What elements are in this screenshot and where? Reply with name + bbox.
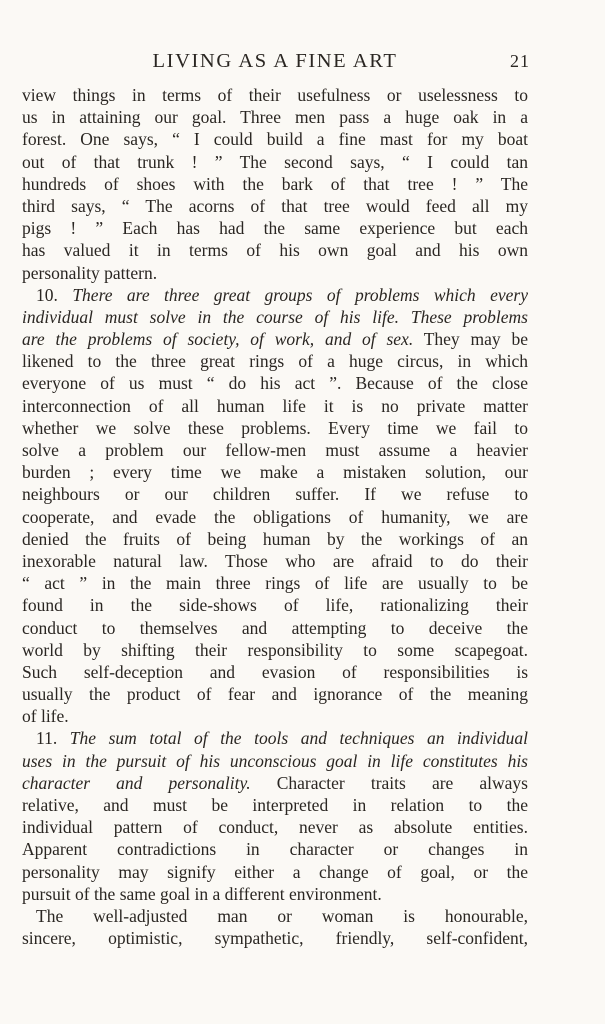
- text-line: [22, 128, 528, 150]
- italic-text: There are three great groups of problems which every: [72, 284, 528, 305]
- text-run: interconnection of all human life it is no private matter: [22, 395, 528, 416]
- text-run: pursuit of the same goal in a different environment.: [22, 883, 382, 904]
- text-line: [22, 306, 528, 328]
- text-run: burden ; every time we make a mistaken solution, our: [22, 462, 528, 483]
- text-line: [22, 284, 528, 306]
- text-run: us in attaining our goal. Three men pass a huge oak in a: [22, 107, 528, 128]
- text-run: of life.: [22, 706, 69, 727]
- text-run: hundreds of shoes with the bark of that tree ! ” The: [22, 173, 528, 194]
- text-run: cooperate, and evade the obligations of humanity, we are: [22, 506, 528, 527]
- text-run: personality may signify either a change of goal, or the: [22, 861, 528, 882]
- page-number: 21: [510, 51, 530, 71]
- text-line: [22, 528, 528, 550]
- italic-text: are the problems of society, of work, and of sex.: [22, 329, 414, 350]
- text-run: world by shifting their responsibility to some scapegoat.: [22, 639, 528, 660]
- text-run: third says, “ The acorns of that tree would feed all my: [22, 195, 528, 216]
- text-line: [22, 772, 528, 794]
- text-run: They may be: [413, 329, 528, 350]
- text-run: everyone of us must “ do his act ”. Because of the close: [22, 373, 528, 394]
- text-line: [22, 350, 528, 372]
- text-run: view things in terms of their usefulness or uselessness to: [22, 85, 528, 105]
- text-line: [22, 395, 528, 417]
- text-line: [22, 861, 528, 883]
- italic-text: individual must solve in the course of his life. These problems: [22, 306, 528, 327]
- text-line: [22, 683, 528, 705]
- text-run: whether we solve these problems. Every time we fail to: [22, 417, 528, 438]
- text-run: Character traits are always: [250, 772, 528, 793]
- text-run: Such self-deception and evasion of responsibilities is: [22, 661, 528, 682]
- text-run: personality pattern.: [22, 262, 158, 283]
- text-run: denied the fruits of being human by the workings of an: [22, 528, 528, 549]
- text-run: “ act ” in the main three rings of life are usually to be: [22, 573, 528, 594]
- text-run: found in the side-shows of life, rationalizing their: [22, 595, 528, 616]
- italic-text: character and personality.: [22, 772, 251, 793]
- text-line: [22, 417, 528, 439]
- text-line: [22, 816, 528, 838]
- text-line: [22, 106, 528, 128]
- text-run: has valued it in terms of his own goal and his own: [22, 240, 528, 261]
- body-text: [22, 84, 528, 949]
- text-line: [22, 705, 528, 727]
- text-line: [22, 794, 528, 816]
- text-line: [22, 550, 528, 572]
- text-line: [22, 195, 528, 217]
- text-line: [22, 927, 528, 949]
- text-line: [22, 617, 528, 639]
- text-run: The well-adjusted man or woman is honourable,: [36, 905, 528, 926]
- text-line: [22, 750, 528, 772]
- text-line: [22, 217, 528, 239]
- text-line: [22, 727, 528, 749]
- text-line: [22, 572, 528, 594]
- text-line: [22, 639, 528, 661]
- text-run: individual pattern of conduct, never as absolute entities.: [22, 817, 528, 838]
- running-head: [22, 47, 528, 75]
- text-line: [22, 151, 528, 173]
- text-line: [22, 506, 528, 528]
- text-run: solve a problem our fellow-men must assume a heavier: [22, 440, 528, 460]
- text-run: neighbours or our children suffer. If we refuse to: [22, 484, 528, 505]
- text-run: inexorable natural law. Those who are afraid to do their: [22, 550, 528, 571]
- text-run: relative, and must be interpreted in relation to the: [22, 795, 528, 815]
- text-run: pigs ! ” Each has had the same experience but each: [22, 218, 528, 239]
- text-line: [22, 883, 528, 905]
- page-title: LIVING AS A FINE ART: [152, 50, 398, 72]
- italic-text: The sum total of the tools and techniques an individual: [69, 728, 528, 749]
- text-run: 10.: [36, 284, 73, 305]
- text-run: conduct to themselves and attempting to deceive the: [22, 617, 528, 638]
- italic-text: uses in the pursuit of his unconscious goal in life constitutes his: [22, 750, 528, 771]
- text-run: sincere, optimistic, sympathetic, friendly, self-confident,: [22, 928, 528, 949]
- text-line: [22, 328, 528, 350]
- text-run: likened to the three great rings of a huge circus, in which: [22, 351, 528, 372]
- text-line: [22, 372, 528, 394]
- text-line: [22, 594, 528, 616]
- text-line: [22, 661, 528, 683]
- text-line: [22, 239, 528, 261]
- text-line: [22, 483, 528, 505]
- text-line: [22, 461, 528, 483]
- text-run: out of that trunk ! ” The second says, “ I could tan: [22, 151, 528, 172]
- text-line: [22, 838, 528, 860]
- text-line: [22, 84, 528, 106]
- text-line: [22, 905, 528, 927]
- text-line: [22, 439, 528, 461]
- text-line: [22, 262, 528, 284]
- text-line: [22, 173, 528, 195]
- text-run: Apparent contradictions in character or changes in: [22, 839, 528, 860]
- text-run: 11.: [36, 728, 70, 749]
- text-run: forest. One says, “ I could build a fine mast for my boat: [22, 129, 528, 150]
- text-run: usually the product of fear and ignorance of the meaning: [22, 684, 528, 705]
